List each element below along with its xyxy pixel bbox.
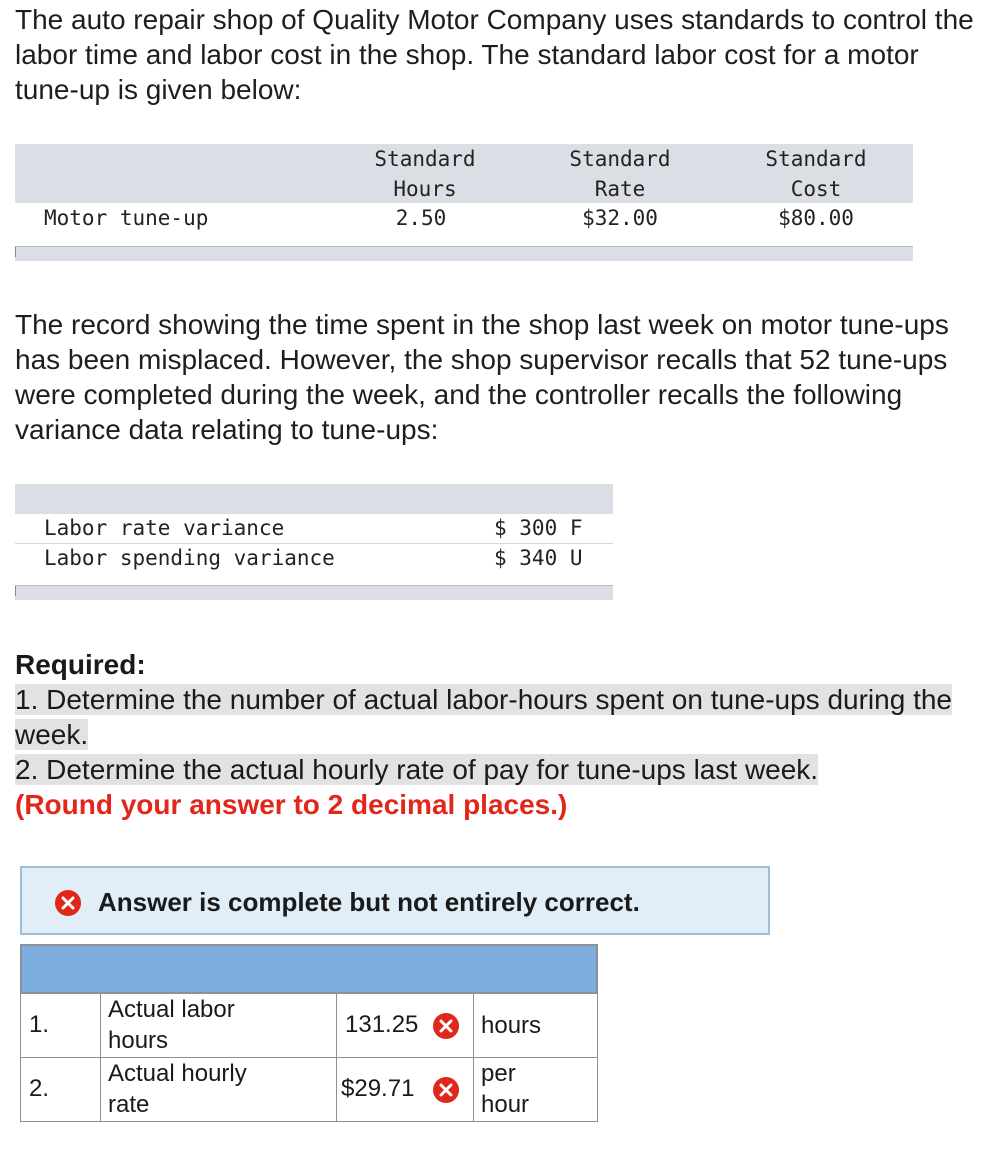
- variance-value-spending: $ 340 U: [494, 546, 583, 570]
- answer-label-1: Actual labor hours: [108, 996, 235, 1054]
- requirement-1: 1. Determine the number of actual labor-hours spent on tune-ups during the week.: [15, 684, 953, 750]
- variance-value-rate: $ 300 F: [494, 516, 583, 540]
- cell-rate: $32.00: [582, 206, 658, 230]
- header-hours: Standard Hours: [374, 147, 476, 201]
- table-header-band: [15, 484, 613, 514]
- table-footer-bar: [15, 585, 613, 600]
- incorrect-icon: [432, 1012, 460, 1040]
- standard-cost-table: [15, 144, 913, 261]
- header-cost: Standard Cost: [765, 147, 867, 201]
- answer-unit-1: hours: [481, 1012, 542, 1039]
- answer-status-banner: [20, 866, 770, 935]
- answer-table: [20, 944, 598, 1122]
- row-label-motor-tune-up: Motor tune-up: [44, 206, 209, 230]
- banner-text: Answer is complete but not entirely correct.: [98, 887, 640, 917]
- row-number-cell: 1.: [20, 993, 101, 1058]
- incorrect-icon: [432, 1076, 460, 1104]
- header-rate: Standard Rate: [569, 147, 671, 201]
- answer-table-header: [20, 944, 598, 994]
- answer-label-2: Actual hourly rate: [108, 1060, 247, 1118]
- record-paragraph: The record showing the time spent in the shop last week on motor tune-ups has been misplaced. However, the shop supervisor recalls that 52 tune-ups were completed during the week, and the controller recalls the following variance data relating to tune-ups:: [15, 309, 949, 445]
- cell-hours: 2.50: [395, 206, 447, 230]
- answer-unit-2: per hour: [481, 1060, 530, 1118]
- variance-label-rate: Labor rate variance: [44, 516, 285, 540]
- incorrect-icon: [55, 890, 81, 916]
- variance-label-spending: Labor spending variance: [44, 546, 335, 570]
- required-heading: Required:: [15, 649, 146, 680]
- rounding-note: (Round your answer to 2 decimal places.): [15, 789, 568, 820]
- requirement-2: 2. Determine the actual hourly rate of pay for tune-ups last week. (Round your answer to 2 decimal places.): [15, 754, 819, 820]
- table-footer-bar: [15, 246, 913, 261]
- row-number-cell: 2.: [20, 1057, 101, 1122]
- intro-paragraph: The auto repair shop of Quality Motor Company uses standards to control the labor time and labor cost in the shop. The standard labor cost for a motor tune-up is given below:: [15, 4, 974, 105]
- cell-cost: $80.00: [778, 206, 854, 230]
- variance-table: [15, 484, 613, 602]
- actual-rate-input[interactable]: $29.71: [336, 1057, 474, 1122]
- actual-hours-input[interactable]: 131.25: [336, 993, 474, 1058]
